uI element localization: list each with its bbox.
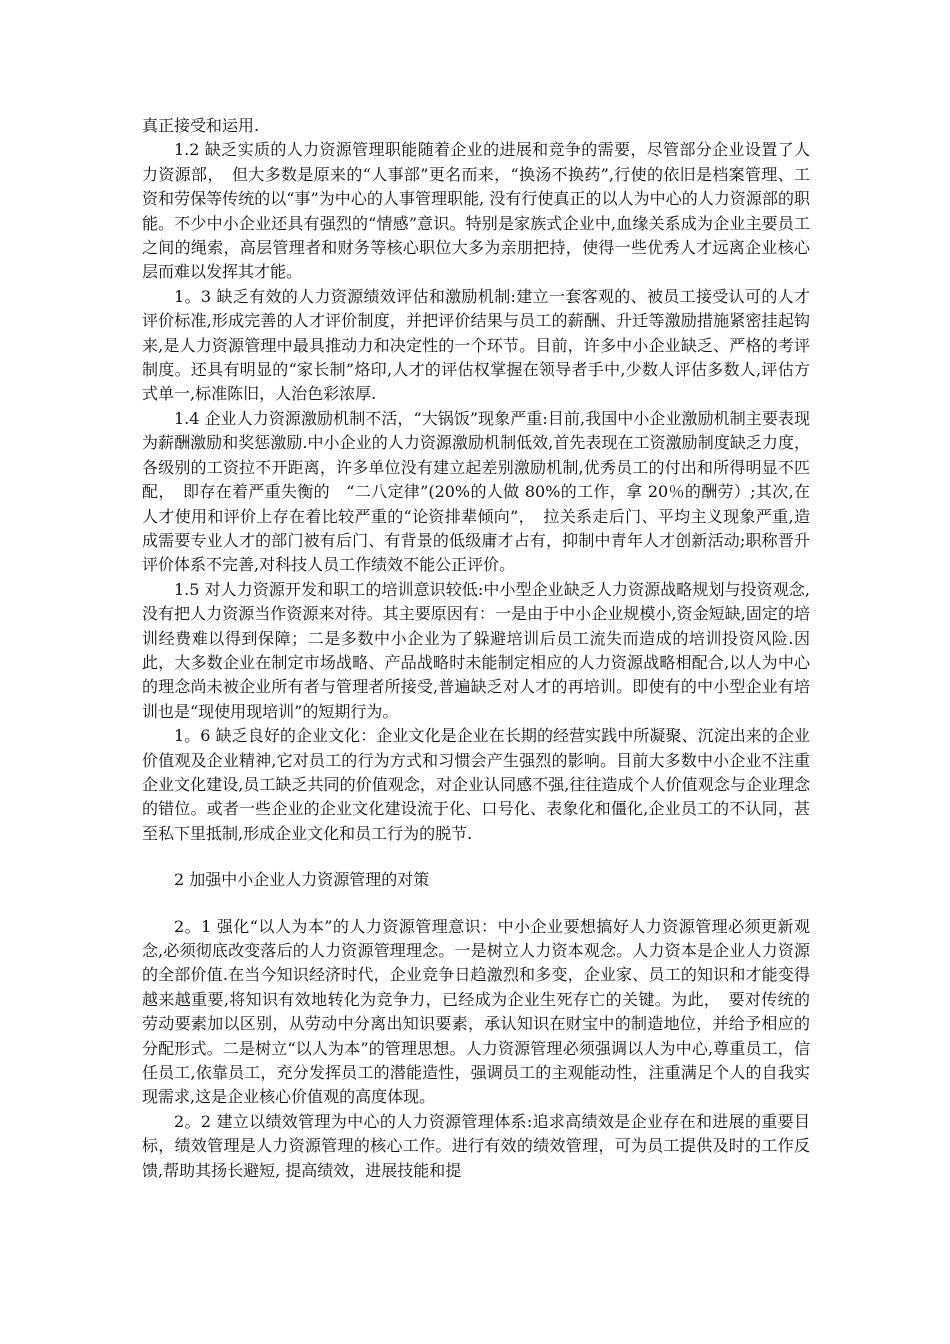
paragraph-1-6: 1。6 缺乏良好的企业文化：企业文化是企业在长期的经营实践中所凝聚、沉淀出来的企业价值观及企业精神,它对员工的行为方式和习惯会产生强烈的影响。目前大多数中小企业不注重企业文化建设,员工缺乏共同的价值观念，对企业认同感不强,往往造成个人价值观念与企业理念的错位。或者一些企业的企业文化建设流于化、口号化、表象化和僵化,企业员工的不认同，甚至私下里抵制,形成企业文化和员工行为的脱节. <box>142 726 810 843</box>
paragraph-1-3: 1。3 缺乏有效的人力资源绩效评估和激励机制:建立一套客观的、被员工接受认可的人才评价标准,形成完善的人才评价制度，并把评价结果与员工的薪酬、升迁等激励措施紧密挂起钩来,是人力资源管理中最具推动力和决定性的一个环节。目前，许多中小企业缺乏、严格的考评制度。还具有明显的“家长制”烙印,人才的评估权掌握在领导者手中,少数人评估多数人,评估方式单一,标准陈旧，人治色彩浓厚. <box>142 286 810 404</box>
paragraph-continuation: 真正接受和运用. <box>142 116 260 135</box>
paragraph-2-1: 2。1 强化“以人为本”的人力资源管理意识：中小企业要想搞好人力资源管理必须更新观念,必须彻底改变落后的人力资源管理理念。一是树立人力资本观念。人力资本是企业人力资源的全部价值.在当今知识经济时代，企业竞争日趋激烈和多变，企业家、员工的知识和才能变得越来越重要,将知识有效地转化为竞争力，已经成为企业生死存亡的关键。为此， 要对传统的劳动要素加以区别，从劳动中分离出知识要素，承认知识在财宝中的制造地位，并给予相应的分配形式。二是树立“以人为本”的管理思想。人力资源管理必须强调以人为中心,尊重员工，信任员工,依靠员工，充分发挥员工的潜能造性，强调员工的主观能动性，注重满足个人的自我实现需求,这是企业核心价值观的高度体现。 <box>142 916 810 1107</box>
paragraph-2-2: 2。2 建立以绩效管理为中心的人力资源管理体系:追求高绩效是企业存在和进展的重要目标，绩效管理是人力资源管理的核心工作。进行有效的绩效管理，可为员工提供及时的工作反馈,帮助其扬长避短, 提高绩效，进展技能和提 <box>142 1111 810 1180</box>
section-heading: 2 加强中小企业人力资源管理的对策 <box>174 870 430 890</box>
paragraph-1-4: 1.4 企业人力资源激励机制不活，“大锅饭”现象严重:目前,我国中小企业激励机制主要表现为薪酬激励和奖惩激励.中小企业的人力资源激励机制低效,首先表现在工资激励制度缺乏力度，各级别的工资拉不开距离，许多单位没有建立起差别激励机制,优秀员工的付出和所得明显不匹配， 即存在着严重失衡的 “二八定律”(20%的人做 80%的工作，拿 20％的酬劳）;其次,在人才使用和评价上存在着比较严重的“论资排辈倾向”， 拉关系走后门、平均主义现象严重,造成需要专业人才的部门被有后门、有背景的低级庸才占有，抑制中青年人才创新活动;职称晋升评价体系不完善,对科技人员工作绩效不能公正评价。 <box>142 408 810 575</box>
document-page <box>142 114 810 1183</box>
paragraph-1-2: 1.2 缺乏实质的人力资源管理职能随着企业的进展和竞争的需要，尽管部分企业设置了人力资源部， 但大多数是原来的“人事部”更名而来，“换汤不换药”,行使的依旧是档案管理、工资和劳保等传统的以“事”为中心的人事管理职能, 没有行使真正的以人为中心的人力资源部的职能。不少中小企业还具有强烈的“情感”意识。特别是家族式企业中,血缘关系成为企业主要员工之间的绳索，高层管理者和财务等核心职位大多为亲朋把持，使得一些优秀人才远离企业核心层而难以发挥其才能。 <box>142 140 810 282</box>
paragraph-1-5: 1.5 对人力资源开发和职工的培训意识较低:中小型企业缺乏人力资源战略规划与投资观念,没有把人力资源当作资源来对待。其主要原因有：一是由于中小企业规模小,资金短缺,固定的培训经费难以得到保障；二是多数中小企业为了躲避培训后员工流失而造成的培训投资风险.因此，大多数企业在制定市场战略、产品战略时未能制定相应的人力资源战略相配合,以人为中心的理念尚未被企业所有者与管理者所接受,普遍缺乏对人才的再培训。即使有的中小型企业有培训也是“现使用现培训”的短期行为。 <box>142 579 810 721</box>
